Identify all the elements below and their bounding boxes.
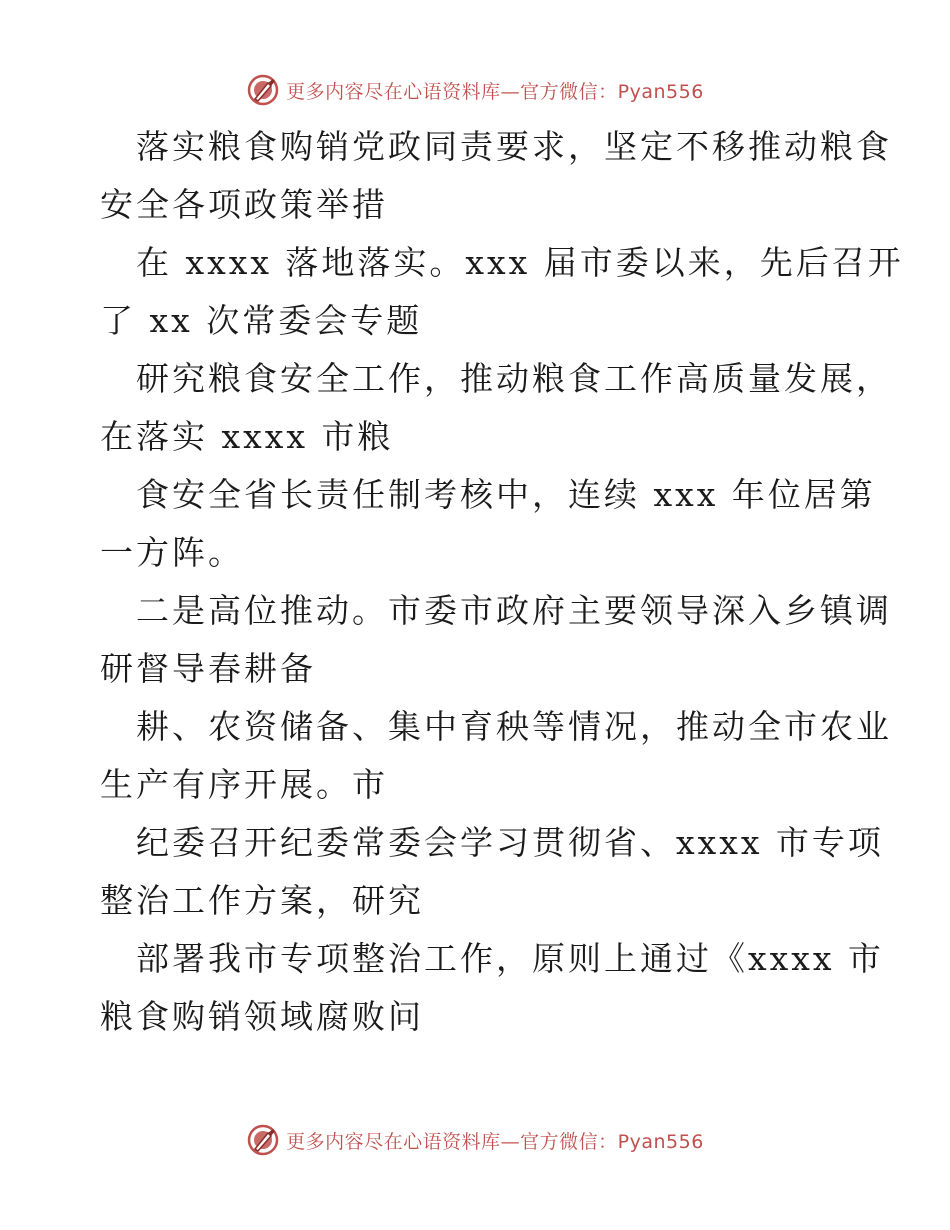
paragraph-line: 食安全省长责任制考核中，连续 xxx 年位居第 bbox=[136, 475, 876, 514]
paragraph bbox=[100, 698, 892, 814]
pen-logo-icon bbox=[246, 1123, 280, 1157]
footer-banner bbox=[0, 1120, 950, 1160]
paragraph bbox=[100, 930, 884, 1046]
paragraph bbox=[100, 234, 904, 350]
footer-banner-title: 更多内容尽在心语资料库 bbox=[286, 1130, 501, 1153]
paragraph-line: 耕、农资储备、集中育秧等情况，推动全市农业 bbox=[136, 707, 892, 746]
header-banner bbox=[0, 70, 950, 110]
paragraph-line: 二是高位推动。市委市政府主要领导深入乡镇调 bbox=[136, 591, 892, 630]
paragraph-line: 纪委召开纪委常委会学习贯彻省、xxxx 市专项 bbox=[136, 823, 884, 862]
footer-banner-separator: — bbox=[500, 1130, 521, 1153]
header-banner-wechat: 官方微信：Pyan556 bbox=[520, 80, 704, 103]
paragraph bbox=[100, 466, 876, 582]
header-banner-separator: — bbox=[500, 80, 521, 103]
paragraph-line: 在落实 xxxx 市粮 bbox=[100, 417, 394, 456]
footer-banner-wechat: 官方微信：Pyan556 bbox=[520, 1130, 704, 1153]
footer-banner-text bbox=[286, 1127, 704, 1154]
pen-logo-icon bbox=[246, 73, 280, 107]
paragraph-line: 一方阵。 bbox=[100, 533, 244, 572]
paragraph-line: 粮食购销领域腐败问 bbox=[100, 997, 424, 1036]
paragraph bbox=[100, 118, 892, 234]
paragraph-line: 了 xx 次常委会专题 bbox=[100, 301, 423, 340]
header-banner-title: 更多内容尽在心语资料库 bbox=[286, 80, 501, 103]
paragraph-line: 安全各项政策举措 bbox=[100, 185, 388, 224]
paragraph-line: 整治工作方案，研究 bbox=[100, 881, 424, 920]
paragraph-line: 部署我市专项整治工作，原则上通过《xxxx 市 bbox=[136, 939, 884, 978]
paragraph-line: 生产有序开展。市 bbox=[100, 765, 388, 804]
paragraph bbox=[100, 814, 884, 930]
paragraph-line: 在 xxxx 落地落实。xxx 届市委以来，先后召开 bbox=[136, 243, 904, 282]
paragraph-line: 落实粮食购销党政同责要求，坚定不移推动粮食 bbox=[136, 127, 892, 166]
header-banner-text bbox=[286, 77, 704, 104]
document-body bbox=[100, 118, 904, 1046]
paragraph-line: 研究粮食安全工作，推动粮食工作高质量发展， bbox=[136, 359, 892, 398]
paragraph bbox=[100, 582, 892, 698]
paragraph-line: 研督导春耕备 bbox=[100, 649, 316, 688]
paragraph bbox=[100, 350, 892, 466]
